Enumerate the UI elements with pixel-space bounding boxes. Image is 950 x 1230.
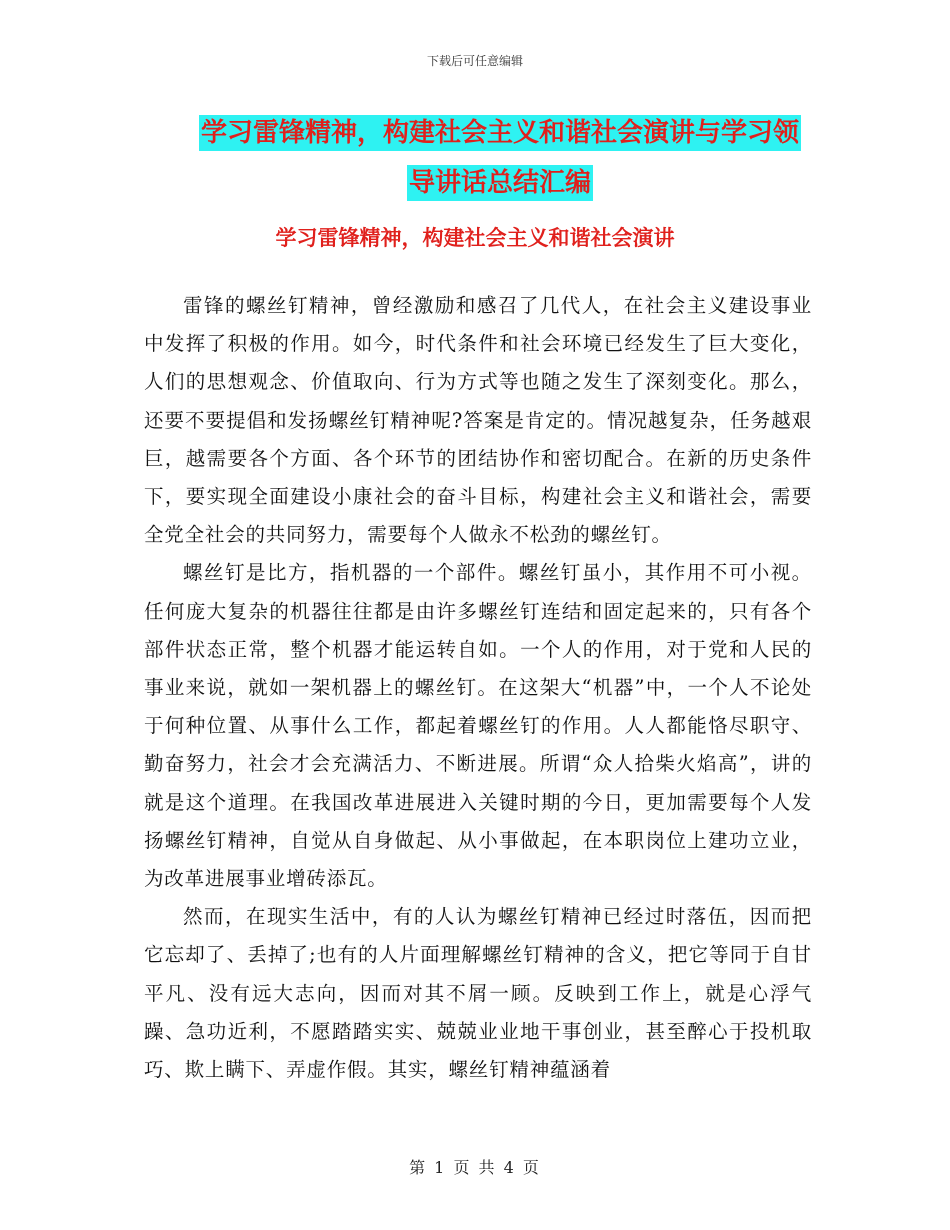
section-title: 学习雷锋精神，构建社会主义和谐社会演讲 <box>275 226 675 250</box>
document-title <box>190 108 810 208</box>
paragraph-2: 螺丝钉是比方，指机器的一个部件。螺丝钉虽小，其作用不可小视。任何庞大复杂的机器往往都是由许多螺丝钉连结和固定起来的，只有各个部件状态正常，整个机器才能运转自如。一个人的作用，对于党和人民的事业来说，就如一架机器上的螺丝钉。在这架大“机器”中，一个人不论处于何种位置、从事什么工作，都起着螺丝钉的作用。人人都能恪尽职守、勤奋努力，社会才会充满活力、不断进展。所谓“众人拾柴火焰高”，讲的就是这个道理。在我国改革进展进入关键时期的今日，更加需要每个人发扬螺丝钉精神，自觉从自身做起、从小事做起，在本职岗位上建功立业，为改革进展事业增砖添瓦。 <box>144 561 812 891</box>
header-note: 下载后可任意编辑 <box>426 54 523 68</box>
paragraph-1: 雷锋的螺丝钉精神，曾经激励和感召了几代人，在社会主义建设事业中发挥了积极的作用。如今，时代条件和社会环境已经发生了巨大变化，人们的思想观念、价值取向、行为方式等也随之发生了深刻变化。那么，还要不要提倡和发扬螺丝钉精神呢?答案是肯定的。情况越复杂，任务越艰巨，越需要各个方面、各个环节的团结协作和密切配合。在新的历史条件下，要实现全面建设小康社会的奋斗目标，构建社会主义和谐社会，需要全党全社会的共同努力，需要每个人做永不松劲的螺丝钉。 <box>144 294 812 547</box>
page-footer: 第 1 页 共 4 页 <box>409 1158 541 1177</box>
paragraph-3: 然而，在现实生活中，有的人认为螺丝钉精神已经过时落伍，因而把它忘却了、丢掉了;也有的人片面理解螺丝钉精神的含义，把它等同于自甘平凡、没有远大志向，因而对其不屑一顾。反映到工作上，就是心浮气躁、急功近利，不愿踏踏实实、兢兢业业地干事创业，甚至醉心于投机取巧、欺上瞒下、弄虚作假。其实，螺丝钉精神蕴涵着 <box>144 905 812 1082</box>
body-text <box>144 287 812 1089</box>
title-line-1: 学习雷锋精神，构建社会主义和谐社会演讲与学习领 <box>199 115 801 151</box>
title-line-2: 导讲话总结汇编 <box>407 165 593 201</box>
